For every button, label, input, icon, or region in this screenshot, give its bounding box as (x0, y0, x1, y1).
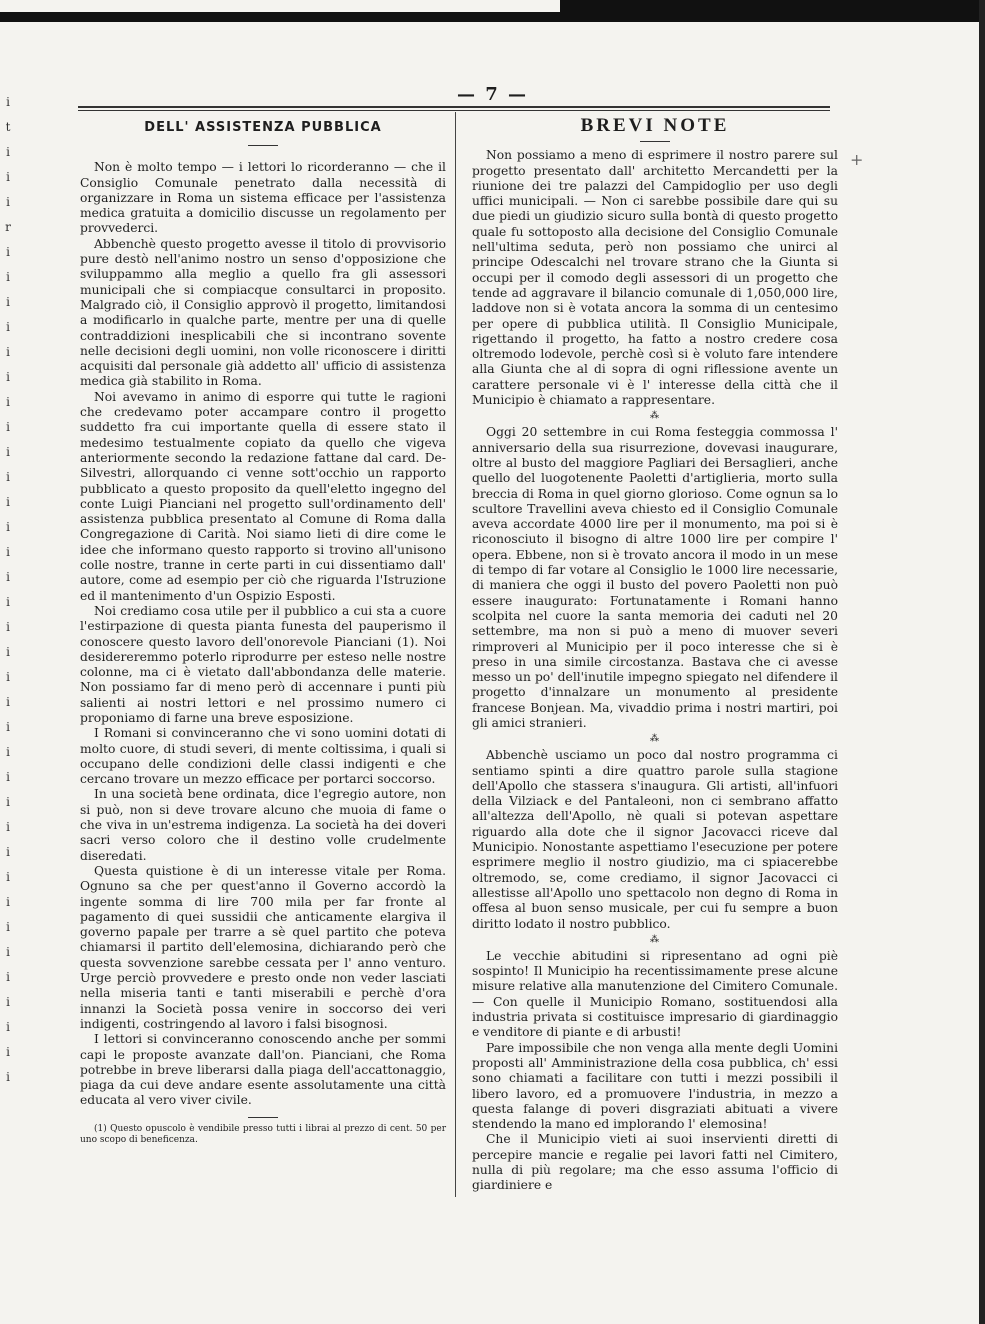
margin-mark: i (6, 245, 10, 259)
margin-cross-mark: + (850, 150, 864, 169)
margin-mark: i (6, 270, 10, 284)
page-number: — 7 — (456, 84, 529, 105)
margin-mark: i (6, 545, 10, 559)
margin-mark: i (6, 95, 10, 109)
paragraph: Questa quistione è di un interesse vitale per Roma. Ognuno sa che per quest'anno il Governo accordò la ingente somma di lire 700 mila per far fronte al pagamento di quei sussidii che anticamente elargiva il governo papale per trarre a sè quel partito che poteva chiamarsi il partito dell'elemosina, dichiarando però che questa sovvenzione sarebbe cessata per l' anno venturo. Urge perciò provvedere e presto onde non veder lasciati nella miseria tanti e tanti miserabili e perchè d'ora innanzi la Società possa venire in soccorso dei veri indigenti, costringendo al lavoro i falsi bisognosi. (80, 863, 446, 1031)
margin-mark: i (6, 995, 10, 1009)
margin-mark: i (6, 395, 10, 409)
article-heading: DELL' ASSISTENZA PUBBLICA (144, 120, 382, 135)
margin-mark: t (5, 120, 11, 134)
section-stars: ⁂ (650, 411, 660, 422)
margin-mark: i (6, 145, 10, 159)
right-column (472, 115, 838, 1194)
margin-mark: i (6, 420, 10, 434)
margin-mark: i (6, 695, 10, 709)
scan-edge-shadow (979, 0, 985, 1324)
margin-mark: i (6, 795, 10, 809)
note-2 (472, 425, 838, 731)
margin-mark: i (6, 295, 10, 309)
paragraph: Noi crediamo cosa utile per il pubblico a cui sta a cuore l'estirpazione di questa pianta funesta del pauperismo il conoscere questo lavoro dell'onorevole Pianciani (1). Noi desidereremmo poterlo riprodurre per esteso nelle nostre colonne, ma ci è vietato dall'abbondanza delle materie. Non possiamo far di meno però di accennare i punti più salienti ai nostri lettori e nel prossimo numero ci proponiamo di farne una breve esposizione. (80, 603, 446, 725)
margin-mark: r (5, 220, 11, 234)
section-stars: ⁂ (650, 734, 660, 745)
margin-mark: i (6, 570, 10, 584)
brevi-note-heading: BREVI NOTE (580, 115, 730, 136)
margin-mark: i (6, 170, 10, 184)
paragraph: Oggi 20 settembre in cui Roma festeggia commossa l' anniversario della sua risurrezione, dovevasi inaugurare, oltre al busto del maggiore Pagliari dei Bersaglieri, anche quello del luogotenente Paoletti d'artiglieria, morto sulla breccia di Roma in quel giorno glorioso. Come ognun sa lo scultore Travellini aveva chiesto ed il Consiglio Comunale aveva accordate 4000 lire per il monumento, ma poi si è riconosciuto il bisogno di altre 1000 lire per compire l' opera. Ebbene, non si è trovato ancora il modo in un mese di tempo di far votare al Consiglio le 1000 lire necessarie, di maniera che oggi il busto del povero Paoletti non può essere inaugurato: Fortunatamente i Romani hanno scolpita nel cuore la santa memoria dei caduti nel 20 settembre, ma non si può a meno di muover severi rimproveri al Municipio per il poco interesse che si è preso in una simile circostanza. Bastava che ci avesse messo un po' dell'inutile impegno spiegato nel difendere il progetto d'innalzare un monumento al presidente francese Bonjean. Ma, vivaddio prima i nostri martiri, poi gli amici stranieri. (472, 425, 838, 730)
margin-mark: i (6, 945, 10, 959)
header-rule-thin (78, 110, 830, 111)
margin-mark: i (6, 520, 10, 534)
note-3 (472, 748, 838, 932)
paragraph: Pare impossibile che non venga alla mente degli Uomini proposti all' Amministrazione della cosa pubblica, ch' essi sono chiamati a facilitare con tutti i mezzi possibili il libero lavoro, ed a promuovere l'industria, in mezzo a questa falange di poveri disgraziati abituati a vivere stendendo la mano ed implorando l' elemosina! (472, 1040, 838, 1132)
note-4 (472, 949, 838, 1194)
margin-mark: i (6, 595, 10, 609)
column-divider (455, 112, 456, 1197)
paragraph: In una società bene ordinata, dice l'egregio autore, non si può, non si deve trovare alcuno che muoia di fame o che viva in un'estrema indigenza. La società ha dei doveri sacri verso coloro che il destino volle crudelmente diseredati. (80, 787, 446, 863)
margin-mark: i (6, 845, 10, 859)
margin-mark: i (6, 745, 10, 759)
margin-mark: i (6, 345, 10, 359)
section-stars: ⁂ (650, 934, 660, 945)
margin-mark: i (6, 195, 10, 209)
margin-mark: i (6, 445, 10, 459)
margin-mark: i (6, 920, 10, 934)
margin-mark: i (6, 770, 10, 784)
paragraph: I Romani si convinceranno che vi sono uomini dotati di molto cuore, di studi severi, di mente coltissima, i quali si occupano delle condizioni delle classi indigenti e che cercano trovare un mezzo efficace per portarci soccorso. (80, 726, 446, 787)
margin-mark: i (6, 1020, 10, 1034)
paragraph: Noi avevamo in animo di esporre qui tutte le ragioni che credevamo poter accampare contro il progetto suddetto fra cui importante quella di essere stato il medesimo testualmente copiato da quello che vigeva anteriormente secondo la redazione fattane dal card. De-Silvestri, allorquando ci venne sott'occhio un rapporto pubblicato a questo proposito da quell'eletto ingegno del conte Luigi Pianciani nel progetto sull'ordinamento dell' assistenza pubblica presentato al Comune di Roma dalla Congregazione di Carità. Noi siamo lieti di dire come le idee che informano questo rapporto si trovino all'unisono colle nostre, tranne in certe parti in cui dissentiamo dall' autore, come ad esempio per ciò che riguarda l'Istruzione ed il mantenimento d'un Ospizio Esposti. (80, 389, 446, 603)
margin-mark: i (6, 820, 10, 834)
end-dash (248, 1117, 278, 1118)
margin-mark: i (6, 720, 10, 734)
paragraph: Non è molto tempo — i lettori lo ricorderanno — che il Consiglio Comunale penetrato dalla necessità di organizzare in Roma un sistema efficace per l'assistenza medica gratuita a domicilio discusse un regolamento per provvederci. (80, 160, 446, 236)
paragraph: Non possiamo a meno di esprimere il nostro parere sul progetto presentato dall' architetto Mercandetti per la riunione dei tre palazzi del Campidoglio per uso degli uffici municipali. — Non ci sarebbe possibile dare qui su due piedi un giudizio sicuro sulla bontà di questo progetto quale fu sottoposto alla decisione del Consiglio Comunale nell'ultima seduta, però non possiamo che unirci al principe Odescalchi nel trovare strano che la Giunta si occupi per il comodo degli assessori di un progetto che tende ad aggravare il bilancio comunale di 1,050,000 lire, laddove non si è votata ancora la somma di un centesimo per opere di pubblica utilità. Il Consiglio Municipale, rigettando il progetto, ha fatto a nostro credere cosa oltremodo lodevole, perchè così si è voluto fare intendere alla Giunta che al di sopra di ogni riflessione avente un carattere personale vi è l' interesse della città che il Municipio è chiamato a rappresentare. (472, 148, 838, 408)
footnote: (1) Questo opuscolo è vendibile presso tutti i librai al prezzo di cent. 50 per uno scopo di beneficenza. (80, 1123, 446, 1145)
header-rule (78, 106, 830, 108)
margin-mark: i (6, 645, 10, 659)
margin-mark: i (6, 1070, 10, 1084)
margin-mark: i (6, 1045, 10, 1059)
margin-mark: i (6, 870, 10, 884)
margin-mark: i (6, 470, 10, 484)
left-column (80, 118, 446, 1146)
paragraph: I lettori si convinceranno conoscendo anche per sommi capi le proposte avanzate dall'on. Pianciani, che Roma potrebbe in breve liberarsi dalla piaga dell'accattonaggio, piaga da cui deve andare esente assolutamente una città educata al vero viver civile. (80, 1032, 446, 1108)
margin-mark: i (6, 895, 10, 909)
margin-mark: i (6, 320, 10, 334)
margin-mark: i (6, 620, 10, 634)
margin-mark: i (6, 970, 10, 984)
paragraph: Abbenchè usciamo un poco dal nostro programma ci sentiamo spinti a dire quattro parole sulla stagione dell'Apollo che stassera s'inaugura. Gli artisti, all'infuori della Vilziack e del Pantaleoni, non ci sembrano affatto all'altezza dell'Apollo, nè quali si potevan aspettare riguardo alla dote che il signor Jacovacci riceve dal Municipio. Nonostante aspettiamo l'esecuzione per potere esprimere meglio il nostro giudizio, ma ci spiacerebbe oltremodo, se, come crediamo, il signor Jacovacci ci allestisse all'Apollo uno spettacolo non degno di Roma in offesa al buon senso musicale, per cui fu sempre a buon diritto lodato il nostro pubblico. (472, 748, 838, 931)
paragraph: Le vecchie abitudini si ripresentano ad ogni piè sospinto! Il Municipio ha recentissimamente prese alcune misure relative alla manutenzione del Cimitero Comunale. — Con quelle il Municipio Romano, sostituendosi alla industria privata si costituisce impresario di giardinaggio e venditore di piante e di arbusti! (472, 948, 838, 1040)
top-dark-band (0, 0, 985, 22)
margin-marks (0, 90, 16, 1090)
paragraph: Abbenchè questo progetto avesse il titolo di provvisorio pure destò nell'animo nostro un senso d'opposizione che sviluppammo alla meglio a quello fra gli assessori municipali che si compiacque consultarci in proposito. Malgrado ciò, il Consiglio approvò il progetto, limitandosi a modificarlo in qualche parte, mentre per una di quelle contraddizioni inesplicabili che si incontrano sovente nelle decisioni degli uomini, non volle riconoscere i diritti acquisiti dal personale già addetto all' ufficio di assistenza medica già stabilito in Roma. (80, 236, 446, 389)
article-body (80, 160, 446, 1108)
margin-mark: i (6, 495, 10, 509)
heading-dash (640, 141, 670, 142)
note-1 (472, 148, 838, 408)
margin-mark: i (6, 670, 10, 684)
margin-mark: i (6, 370, 10, 384)
heading-dash (248, 145, 278, 146)
paragraph: Che il Municipio vieti ai suoi inservienti diretti di percepire mancie e regalie pei lavori fatti nel Cimitero, nulla di più regolare; ma che esso assuma l'officio di giardiniere e (472, 1132, 838, 1193)
